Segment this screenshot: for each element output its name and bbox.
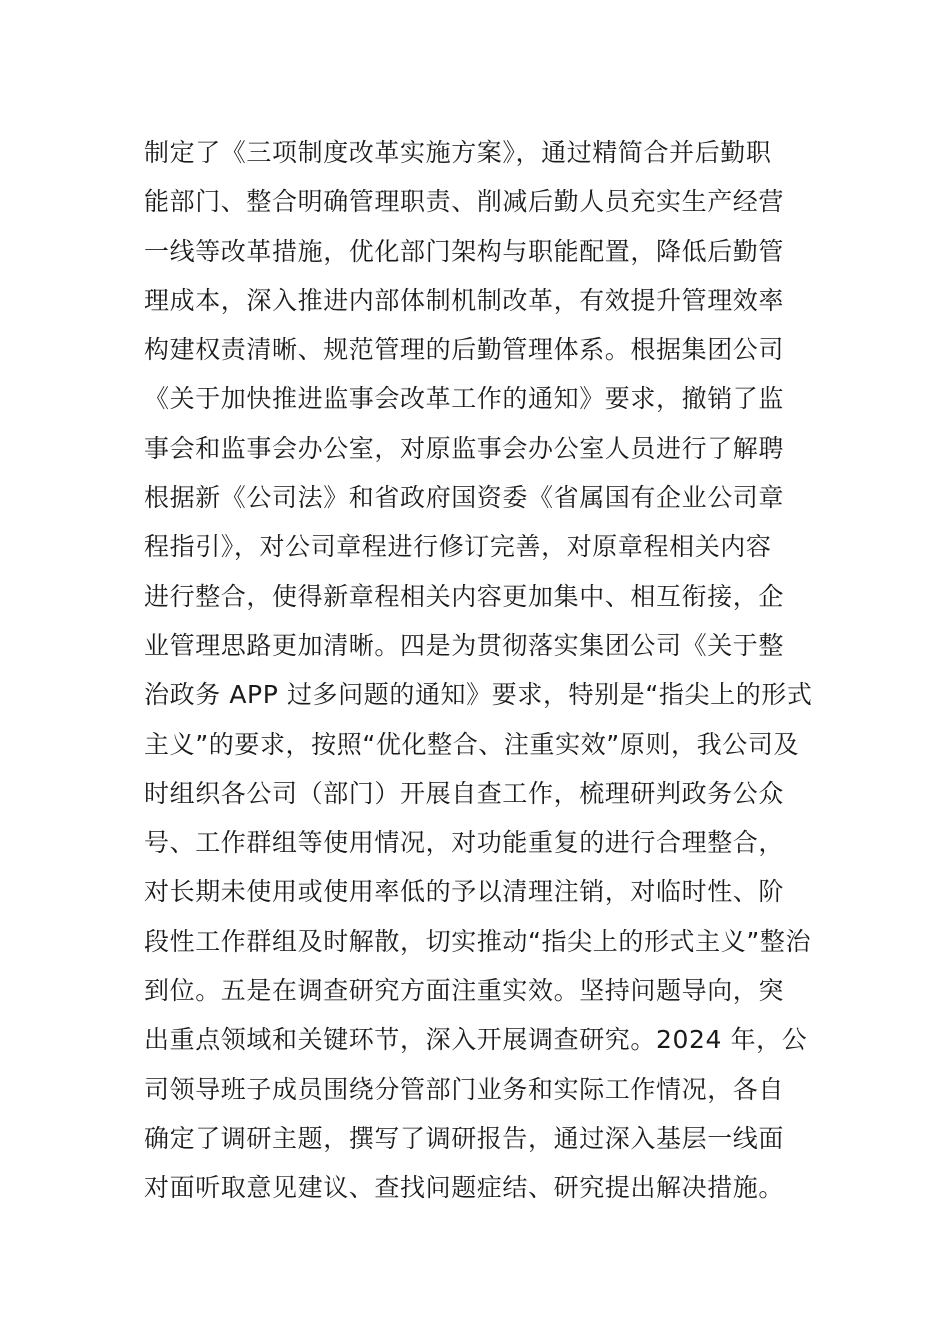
text-line: 治政务 APP 过多问题的通知》要求，特别是“指尖上的形式 [144,680,813,710]
text-line: 业管理思路更加清晰。四是为贯彻落实集团公司《关于整 [144,630,785,660]
text-line: 能部门、整合明确管理职责、削减后勤人员充实生产经营 [144,187,785,217]
text-line: 构建权责清晰、规范管理的后勤管理体系。根据集团公司 [144,335,785,365]
text-line: 对面听取意见建议、查找问题症结、研究提出解决措施。 [144,1173,785,1203]
text-line: 主义”的要求，按照“优化整合、注重实效”原则，我公司及 [144,729,800,759]
text-line: 号、工作群组等使用情况，对功能重复的进行合理整合， [144,828,785,858]
text-line: 进行整合，使得新章程相关内容更加集中、相互衔接，企 [144,581,785,611]
text-line: 确定了调研主题，撰写了调研报告，通过深入基层一线面 [144,1123,785,1153]
text-line: 对长期未使用或使用率低的予以清理注销，对临时性、阶 [144,877,785,907]
text-line: 司领导班子成员围绕分管部门业务和实际工作情况，各自 [144,1074,785,1104]
text-line: 《关于加快推进监事会改革工作的通知》要求，撤销了监 [144,384,785,414]
text-line: 段性工作群组及时解散，切实推动“指尖上的形式主义”整治 [144,926,812,956]
text-line: 事会和监事会办公室，对原监事会办公室人员进行了解聘 [144,433,785,463]
text-line: 时组织各公司（部门）开展自查工作，梳理研判政务公众 [144,778,785,808]
text-line: 根据新《公司法》和省政府国资委《省属国有企业公司章 [144,483,785,513]
text-line: 理成本，深入推进内部体制机制改革，有效提升管理效率 [144,285,785,315]
body-paragraph [144,128,816,1213]
text-line: 程指引》，对公司章程进行修订完善，对原章程相关内容 [144,532,772,562]
text-line: 出重点领域和关键环节，深入开展调查研究。2024 年，公 [144,1025,808,1055]
text-line: 一线等改革措施，优化部门架构与职能配置，降低后勤管 [144,236,785,266]
text-line: 制定了《三项制度改革实施方案》，通过精简合并后勤职 [144,138,772,167]
text-line: 到位。五是在调查研究方面注重实效。坚持问题导向，突 [144,976,785,1006]
